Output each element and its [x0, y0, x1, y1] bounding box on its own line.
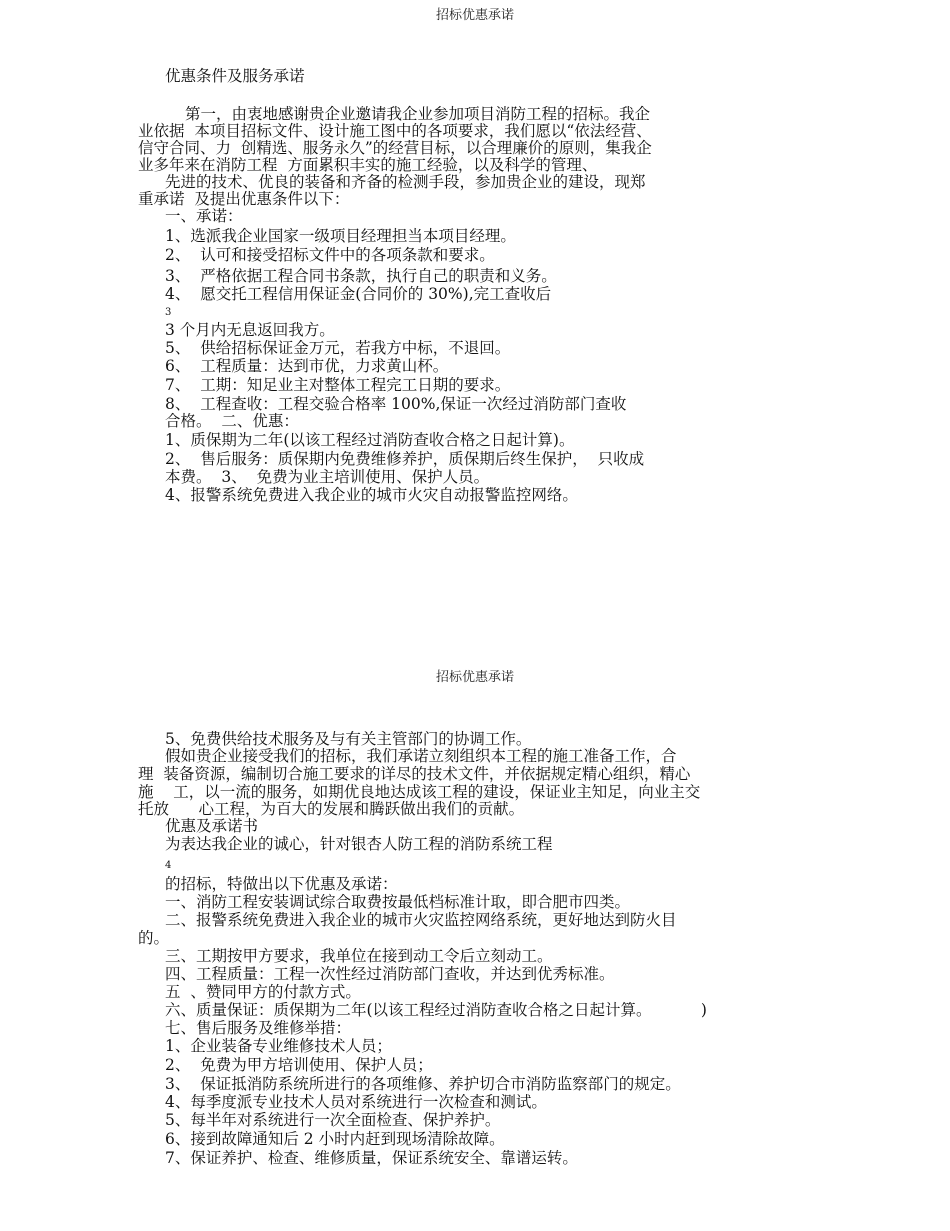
list-item: 3 个月内无息返回我方。 [165, 321, 335, 339]
page-number: 4 [165, 860, 172, 871]
list-item: 2、 售后服务：质保期内免费维修养护，质保期后终生保护， 只收成 [165, 450, 645, 468]
list-item: 六、质量保证：质保期为二年(以该工程经过消防查收合格之日起计算。 ) [165, 1001, 707, 1019]
page-number: 3 [165, 307, 172, 318]
list-item: 2、 免费为甲方培训使用、保护人员； [165, 1056, 433, 1074]
list-item: 8、 工程查收：工程交验合格率 100%,保证一次经过消防部门查收 [165, 395, 627, 413]
list-item: 的。 [138, 929, 170, 947]
paragraph-line: 施 工，以一流的服务，如期优良地达成该工程的建设，保证业主知足，向业主交 [138, 783, 701, 801]
paragraph-line: 先进的技术、优良的装备和齐备的检测手段，参加贵企业的建设，现郑 [165, 173, 646, 191]
list-item: 5、免费供给技术服务及与有关主管部门的协调工作。 [165, 730, 532, 748]
list-item: 5、 供给招标保证金万元，若我方中标，不退回。 [165, 339, 511, 357]
list-item: 6、接到故障通知后 2 小时内赶到现场清除故障。 [165, 1130, 505, 1148]
paragraph-line: 信守合同、力 创精选、服务永久”的经营目标，以合理廉价的原则，集我企 [138, 139, 652, 157]
list-item: 1、企业装备专业维修技术人员； [165, 1037, 392, 1055]
paragraph-line: 第一，由衷地感谢贵企业邀请我企业参加项目消防工程的招标。我企 [185, 105, 651, 123]
list-item: 五 、赞同甲方的付款方式。 [165, 983, 361, 1001]
list-item: 7、保证养护、检查、维修质量，保证系统安全、靠谱运转。 [165, 1149, 578, 1167]
paragraph-line: 业多年来在消防工程 方面累积丰实的施工经验，以及科学的管理、 [138, 156, 598, 174]
page-header: 招标优惠承诺 [435, 8, 514, 23]
list-item: 2、 认可和接受招标文件中的各项条款和要求。 [165, 246, 495, 264]
paragraph-line: 托放 心工程，为百大的发展和腾跃做出我们的贡献。 [138, 800, 525, 818]
list-item: 本费。 3、 免费为业主培训使用、保护人员。 [165, 468, 490, 486]
paragraph-line: 业依据 本项目招标文件、设计施工图中的各项要求，我们愿以“依法经营、 [138, 122, 652, 140]
list-item: 5、每半年对系统进行一次全面检查、保护养护。 [165, 1111, 501, 1129]
section-title: 优惠及承诺书 [165, 817, 259, 835]
list-item: 二、报警系统免费进入我企业的城市火灾监控网络系统，更好地达到防火目 [165, 911, 677, 929]
list-item: 1、选派我企业国家一级项目经理担当本项目经理。 [165, 227, 516, 245]
page-header: 招标优惠承诺 [435, 670, 514, 685]
paragraph-line: 为表达我企业的诚心，针对银杏人防工程的消防系统工程 [165, 835, 553, 853]
list-item: 4、 愿交托工程信用保证金(合同价的 30%),完工查收后 [165, 285, 552, 303]
list-item: 合格。 二、优惠： [165, 412, 299, 430]
list-item: 3、 保证抵消防系统所进行的各项维修、养护切合市消防监察部门的规定。 [165, 1075, 681, 1093]
paragraph-line: 的招标，特做出以下优惠及承诺： [165, 875, 398, 893]
list-item: 4、报警系统免费进入我企业的城市火灾自动报警监控网络。 [165, 486, 578, 504]
list-item: 一、消防工程安装调试综合取费按最低档标准计取，即合肥市四类。 [165, 893, 631, 911]
list-heading: 一、承诺： [165, 207, 243, 225]
list-item: 7、 工期：知足业主对整体工程完工日期的要求。 [165, 376, 511, 394]
list-item: 4、每季度派专业技术人员对系统进行一次检查和测试。 [165, 1093, 547, 1111]
list-heading: 七、售后服务及维修举措： [165, 1019, 352, 1037]
list-item: 3、 严格依据工程合同书条款，执行自己的职责和义务。 [165, 267, 557, 285]
list-item: 三、工期按甲方要求，我单位在接到动工令后立刻动工。 [165, 947, 553, 965]
paragraph-line: 理 装备资源，编制切合施工要求的详尽的技术文件，并依据规定精心组织，精心 [138, 765, 691, 783]
paragraph-line: 重承诺 及提出优惠条件以下： [138, 190, 350, 208]
list-item: 1、质保期为二年(以该工程经过消防查收合格之日起计算)。 [165, 431, 575, 449]
section-title: 优惠条件及服务承诺 [165, 67, 305, 85]
paragraph-line: 假如贵企业接受我们的招标，我们承诺立刻组织本工程的施工准备工作，合 [165, 747, 677, 765]
list-item: 6、 工程质量：达到市优，力求黄山杯。 [165, 357, 449, 375]
list-item: 四、工程质量：工程一次性经过消防部门查收，并达到优秀标准。 [165, 965, 615, 983]
